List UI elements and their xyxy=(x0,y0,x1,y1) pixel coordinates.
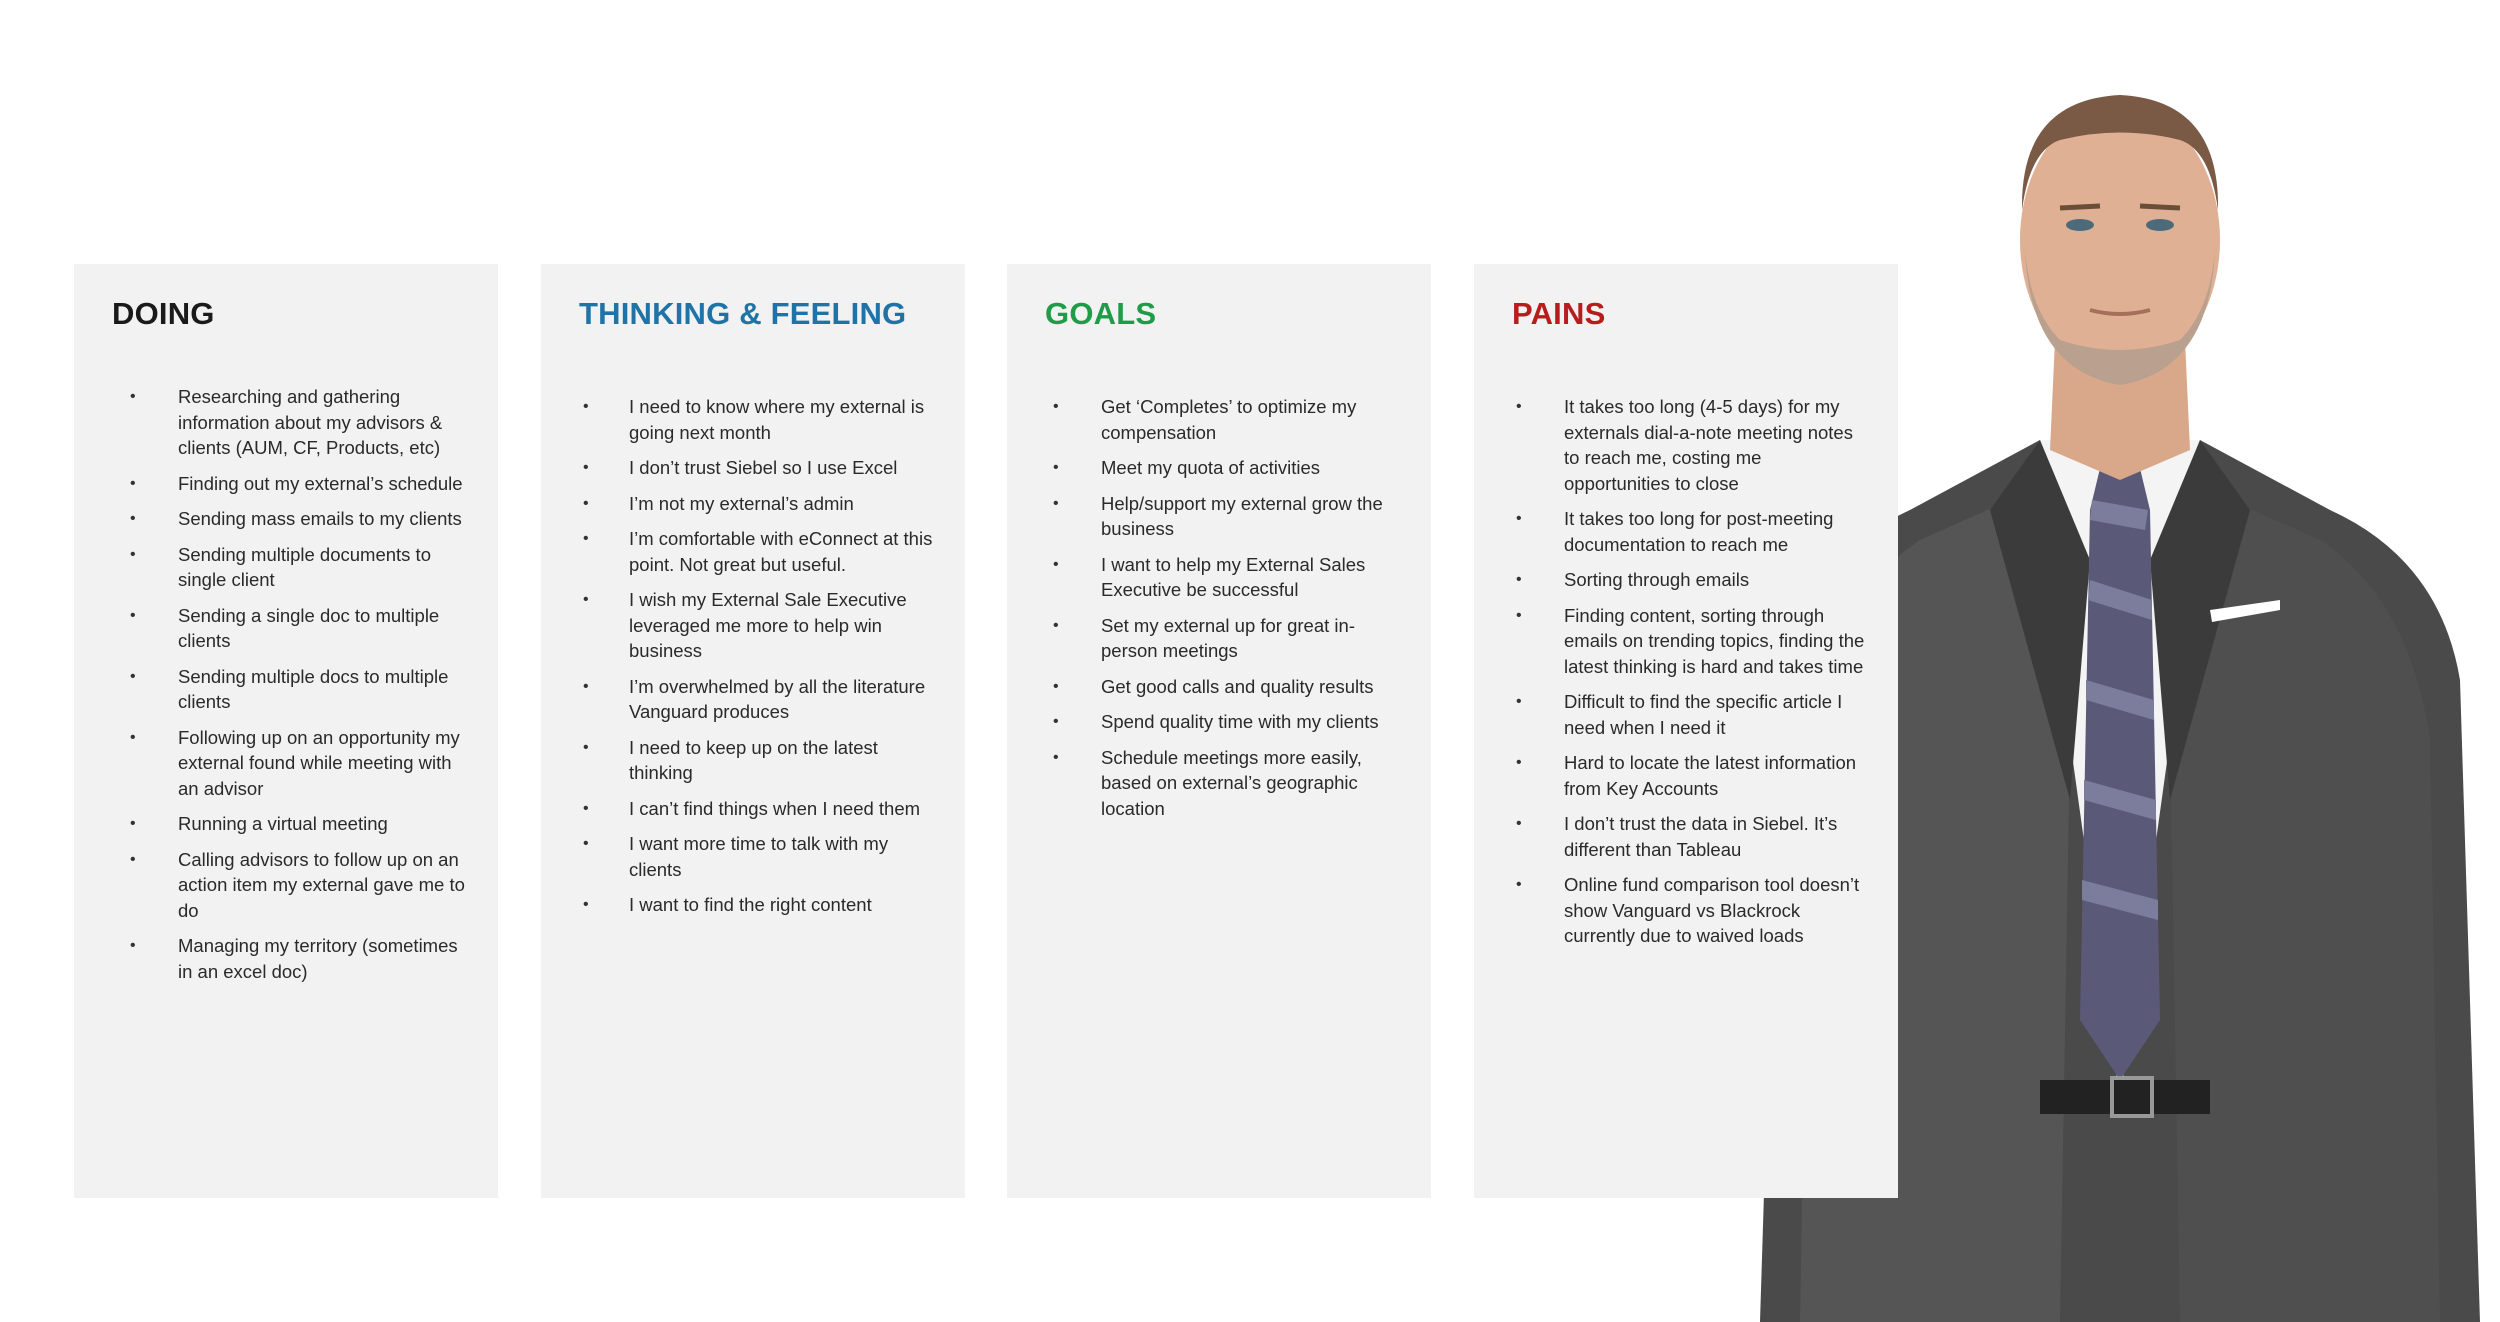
list-item: • Following up on an opportunity my external found while meeting with an advisor xyxy=(74,725,498,802)
doing-list xyxy=(74,384,498,994)
list-item: • I want to find the right content xyxy=(541,892,965,918)
list-item: • Spend quality time with my clients xyxy=(1007,709,1431,735)
list-item: • I need to know where my external is going next month xyxy=(541,394,965,445)
list-item: • Sending multiple docs to multiple clients xyxy=(74,664,498,715)
list-item: • I don’t trust Siebel so I use Excel xyxy=(541,455,965,481)
list-item: • Help/support my external grow the business xyxy=(1007,491,1431,542)
list-item: • Get ‘Completes’ to optimize my compensation xyxy=(1007,394,1431,445)
list-item: • Calling advisors to follow up on an action item my external gave me to do xyxy=(74,847,498,924)
list-item: • I’m comfortable with eConnect at this point. Not great but useful. xyxy=(541,526,965,577)
list-item: • Finding out my external’s schedule xyxy=(74,471,498,497)
list-item: • Hard to locate the latest information from Key Accounts xyxy=(1474,750,1898,801)
list-item: • I can’t find things when I need them xyxy=(541,796,965,822)
doing-card xyxy=(74,264,498,1198)
list-item: • I’m not my external’s admin xyxy=(541,491,965,517)
list-item: • Sorting through emails xyxy=(1474,567,1898,593)
list-item: • Running a virtual meeting xyxy=(74,811,498,837)
list-item: • I want to help my External Sales Executive be successful xyxy=(1007,552,1431,603)
list-item: • Researching and gathering information about my advisors & clients (AUM, CF, Products, etc) xyxy=(74,384,498,461)
thinking-feeling-list xyxy=(541,394,965,928)
pains-title: PAINS xyxy=(1512,296,1606,331)
list-item: • Meet my quota of activities xyxy=(1007,455,1431,481)
doing-title: DOING xyxy=(112,296,215,331)
list-item: • Schedule meetings more easily, based on external’s geographic location xyxy=(1007,745,1431,822)
list-item: • I’m overwhelmed by all the literature Vanguard produces xyxy=(541,674,965,725)
pains-card xyxy=(1474,264,1898,1198)
list-item: • I wish my External Sale Executive leveraged me more to help win business xyxy=(541,587,965,664)
list-item: • Online fund comparison tool doesn’t show Vanguard vs Blackrock currently due to waived loads xyxy=(1474,872,1898,949)
list-item: • Set my external up for great in-person meetings xyxy=(1007,613,1431,664)
goals-title: GOALS xyxy=(1045,296,1157,331)
list-item: • It takes too long for post-meeting documentation to reach me xyxy=(1474,506,1898,557)
thinking-feeling-card xyxy=(541,264,965,1198)
list-item: • Finding content, sorting through emails on trending topics, finding the latest thinking is hard and takes time xyxy=(1474,603,1898,680)
goals-card xyxy=(1007,264,1431,1198)
list-item: • I need to keep up on the latest thinking xyxy=(541,735,965,786)
list-item: • I want more time to talk with my clients xyxy=(541,831,965,882)
list-item: • It takes too long (4-5 days) for my externals dial-a-note meeting notes to reach me, costing me opportunities to close xyxy=(1474,394,1898,496)
list-item: • Sending multiple documents to single client xyxy=(74,542,498,593)
list-item: • Difficult to find the specific article I need when I need it xyxy=(1474,689,1898,740)
list-item: • Get good calls and quality results xyxy=(1007,674,1431,700)
list-item: • Sending a single doc to multiple clients xyxy=(74,603,498,654)
thinking-feeling-title: THINKING & FEELING xyxy=(579,296,907,331)
list-item: • Sending mass emails to my clients xyxy=(74,506,498,532)
list-item: • Managing my territory (sometimes in an excel doc) xyxy=(74,933,498,984)
goals-list xyxy=(1007,394,1431,831)
pains-list xyxy=(1474,394,1898,959)
list-item: • I don’t trust the data in Siebel. It’s different than Tableau xyxy=(1474,811,1898,862)
